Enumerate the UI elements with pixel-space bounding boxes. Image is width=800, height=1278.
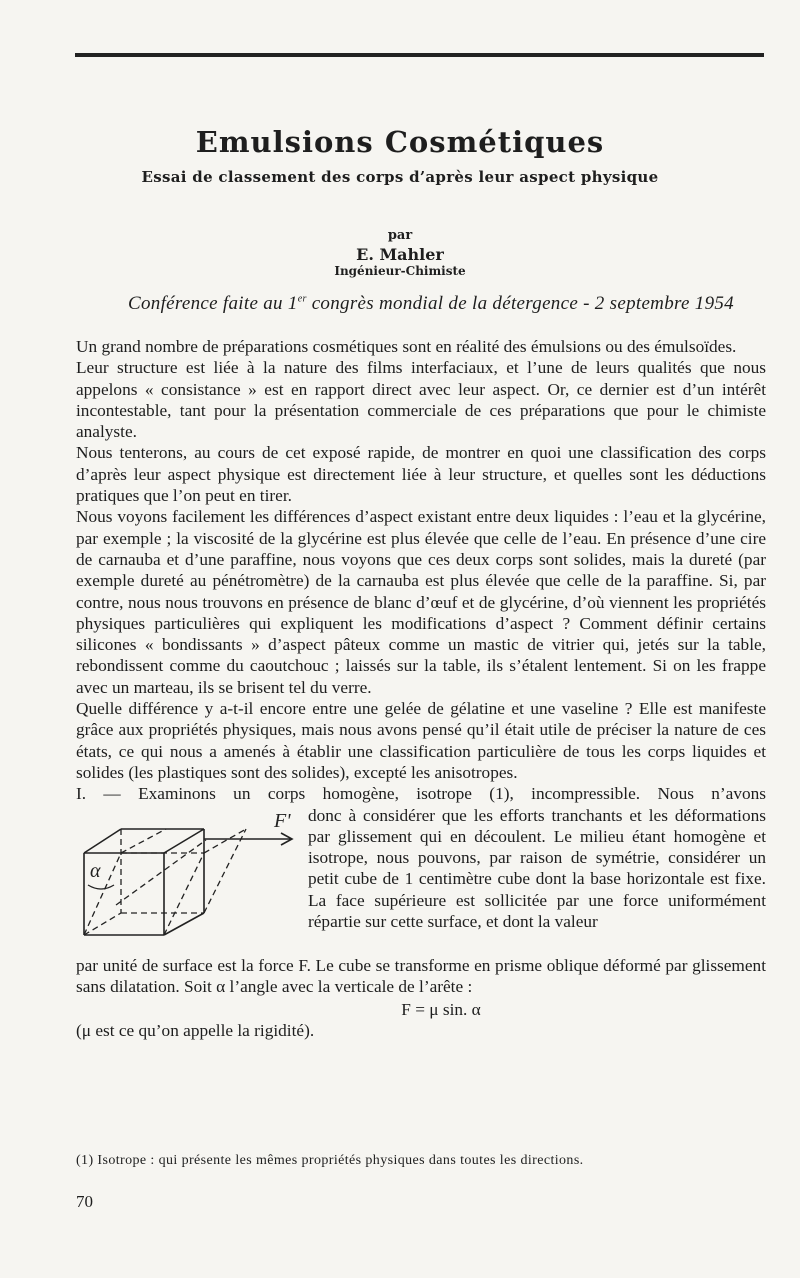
article-title: Emulsions Cosmétiques xyxy=(195,125,605,159)
conference-note: Conférence faite au 1er congrès mondial de la détergence - 2 septembre 1954 xyxy=(128,293,734,314)
paragraph-7: (μ est ce qu’on appelle la rigidité). xyxy=(76,1021,315,1041)
paragraph-2: Leur structure est liée à la nature des films interfaciaux, et l’une de leurs qualités que nous appelons « consistance » est en rapport direct avec leur aspect. Or, ce dernier est d’un intérêt incontestable, tant pour la présentation commerciale de ces préparations que pour le chimiste analyste. xyxy=(76,358,766,442)
footnote: (1) Isotrope : qui présente les mêmes propriétés physiques dans toutes les directions. xyxy=(76,1153,584,1168)
angle-label: α xyxy=(90,859,101,882)
force-label: F' xyxy=(274,809,291,832)
byline-par: par xyxy=(387,228,413,243)
author-role: Ingénieur-Chimiste xyxy=(334,264,466,278)
author-name: E. Mahler xyxy=(356,245,444,264)
paragraph-3: Nous tenterons, au cours de cet exposé rapide, de montrer en quoi une classification des corps d’après leur aspect physique est directement liée à leur structure, et quelles sont les déductions pratiques que l’on peut en tirer. xyxy=(76,443,766,506)
paragraph-1: Un grand nombre de préparations cosmétiques sont en réalité des émulsions ou des émulsoïdes. xyxy=(76,337,737,356)
paragraph-5: Quelle différence y a-t-il encore entre une gelée de gélatine et une vaseline ? Elle est manifeste grâce aux propriétés physiques, mais nous avons pensé qu’il était utile de préciser la nature de ces états, ce qui nous a amenés à établir une classification particulière de tous les corps liquides et solides (les plastiques sont des solides), excepté les anisotropes. xyxy=(76,699,766,782)
article-body xyxy=(76,336,766,1042)
article-subtitle: Essai de classement des corps d’après leur aspect physique xyxy=(141,168,659,186)
paragraph-4: Nous voyons facilement les différences d’aspect existant entre deux liquides : l’eau et la glycérine, par exemple ; la viscosité de la glycérine est plus élevée que celle de l’eau. En présence d’une cire de carnauba et d’une paraffine, nous voyons que ces deux corps sont solides, mais la dureté (par exemple dureté au pénétromètre) de la carnauba est plus élevée que celle de la paraffine. Si, par contre, nous nous trouvons en présence de blanc d’œuf et de glycérine, d’où viennent les propriétés physiques particulières qui expliquent les modifications d’aspect ? Comment définir certains silicones « bondissants » d’aspect pâteux comme un mastic de vitrier qui, jetés sur la table, rebondissent comme du caoutchouc ; laissés sur la table, ils s’étalent lentement. Si on les frappe avec un marteau, ils se brisent tel du verre. xyxy=(76,507,766,697)
paragraph-6-wrapped: donc à considérer que les efforts tranchants et les déformations par glissement qui en découlent. Le milieu étant homogène et isotrope, nous pouvons, par raison de symétrie, considérer un petit cube de 1 centimètre cube dont la base horizontale est fixe. La face supérieure est sollicitée par une force uniformément répartie sur cette surface, et dont la valeur xyxy=(308,805,766,932)
figure-wrap xyxy=(76,805,766,955)
paragraph-6-rest: par unité de surface est la force F. Le cube se transforme en prisme oblique déformé par glissement sans dilatation. Soit α l’angle avec la verticale de l’arête : xyxy=(76,955,766,996)
deformed-cube-figure xyxy=(76,805,308,955)
top-rule xyxy=(75,53,764,57)
page-number: 70 xyxy=(76,1192,93,1211)
paragraph-6-first-line: I. — Examinons un corps homogène, isotrope (1), incompressible. Nous n’avons xyxy=(76,784,766,804)
formula: F = μ sin. α xyxy=(401,1000,481,1020)
